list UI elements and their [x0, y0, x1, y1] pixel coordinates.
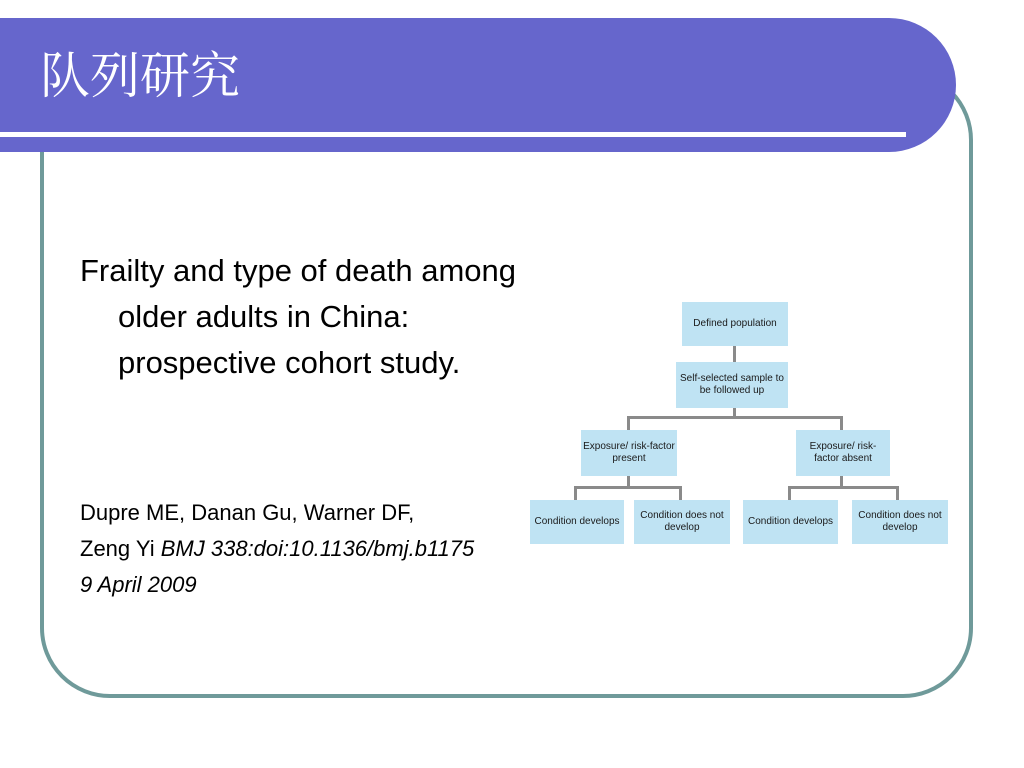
connector-branch-left	[627, 416, 630, 430]
citation-journal: BMJ	[160, 536, 205, 561]
connector-right-outcome1	[788, 486, 791, 500]
citation-author-last: Zeng Yi	[80, 536, 155, 561]
citation-block	[80, 498, 530, 606]
slide-title: 队列研究	[40, 47, 240, 105]
connector-branch-right	[840, 416, 843, 430]
connector-population-sample	[733, 346, 736, 362]
citation-doi: 338:doi:10.1136/bmj.b1175	[210, 536, 475, 561]
citation-source	[80, 534, 530, 564]
connector-branch-horizontal	[627, 416, 843, 419]
box-defined-population: Defined population	[682, 302, 788, 346]
box-outcome-not-develop-left: Condition does not develop	[634, 500, 730, 544]
box-exposure-present: Exposure/ risk-factor present	[581, 430, 677, 476]
connector-left-horizontal	[574, 486, 682, 489]
citation-authors: Dupre ME, Danan Gu, Warner DF,	[80, 500, 415, 525]
box-sample: Self-selected sample to be followed up	[676, 362, 788, 408]
box-outcome-not-develop-right: Condition does not develop	[852, 500, 948, 544]
study-title-text: Frailty and type of death among older adults in China: prospective cohort study.	[80, 253, 516, 380]
connector-right-outcome2	[896, 486, 899, 500]
connector-right-horizontal	[788, 486, 899, 489]
connector-left-outcome1	[574, 486, 577, 500]
box-exposure-absent: Exposure/ risk-factor absent	[796, 430, 890, 476]
box-outcome-develops-left: Condition develops	[530, 500, 624, 544]
citation-date: 9 April 2009	[80, 572, 197, 597]
connector-left-outcome2	[679, 486, 682, 500]
cohort-diagram	[524, 296, 954, 550]
title-underline	[0, 132, 906, 137]
box-outcome-develops-right: Condition develops	[743, 500, 838, 544]
